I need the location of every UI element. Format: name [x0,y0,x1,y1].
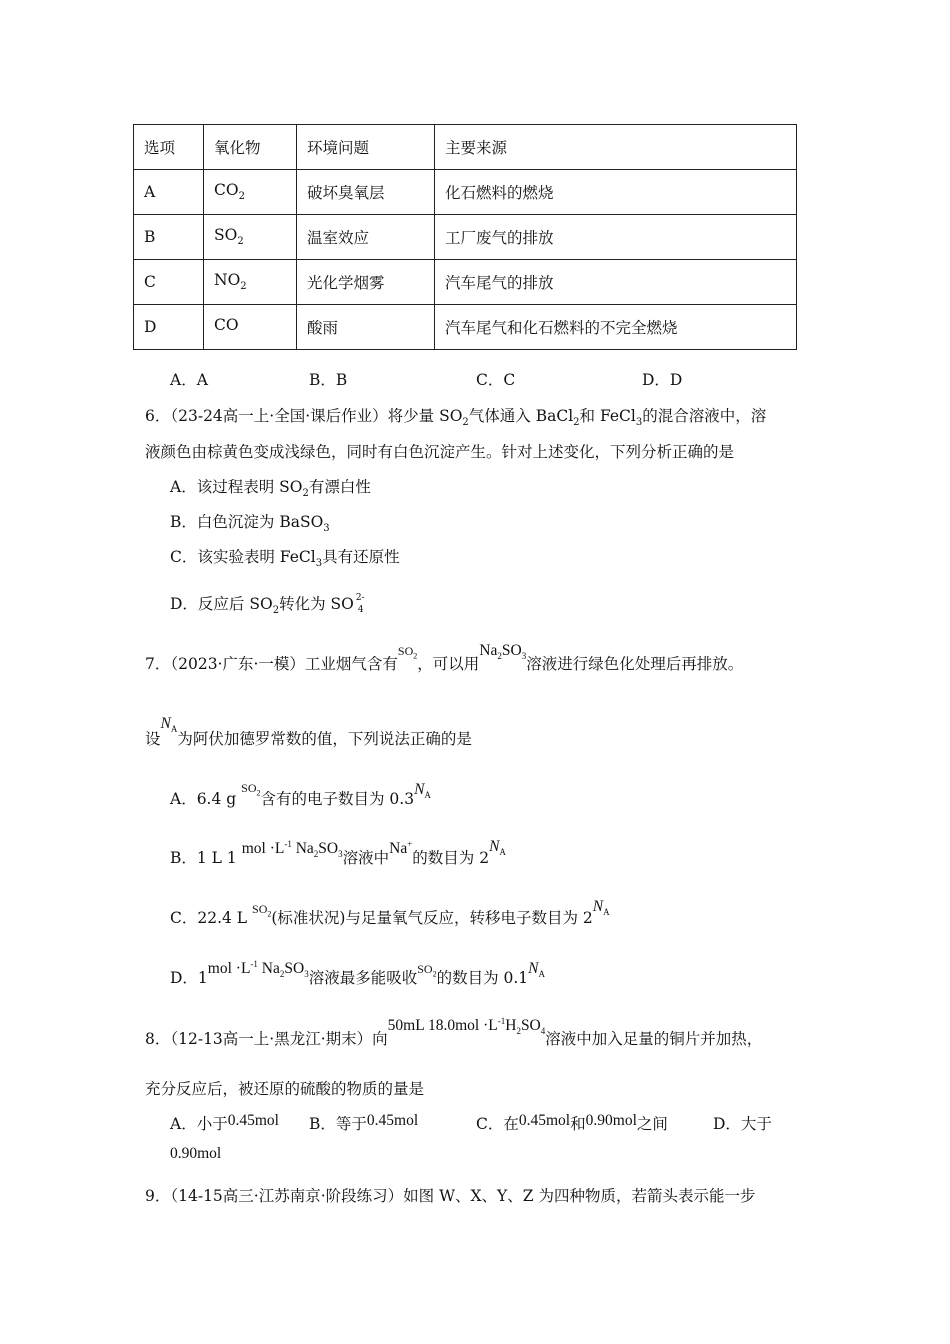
table-cell: C [134,260,204,305]
table-header: 氧化物 [204,125,297,170]
table-cell: B [134,215,204,260]
table-cell: $NO_2$ [204,260,297,305]
q8-choice-c[interactable]: C．在0.45mol和0.90mol之间 [476,1112,668,1133]
table-cell: 温室效应 [297,215,435,260]
q8-stem-line2: 充分反应后，被还原的硫酸的物质的量是 [145,1080,425,1098]
table-cell: 汽车尾气的排放 [435,260,797,305]
q7-choice-a[interactable]: A．6.4 g $^{SO_2}$含有的电子数目为 $0.3N_A$ [170,781,431,808]
table-cell: 破坏臭氧层 [297,170,435,215]
q7-choice-b[interactable]: B．1 L 1 mol $\cdot L^{-1}$ $Na_2SO_3$溶液中Na+的数目为 $2N_A$ [170,838,506,867]
q8-choice-b[interactable]: B．等于0.45mol [309,1112,419,1133]
q6-stem-line1: 6．（23-24高一上·全国·课后作业）将少量 $SO_2$气体通入 BaCl$_2$和 FeCl$_3$的混合溶液中，溶 [145,407,767,429]
table-cell: 化石燃料的燃烧 [435,170,797,215]
table-row [134,170,797,215]
table-header: 选项 [134,125,204,170]
table-cell: CO [204,305,297,350]
q8-choice-d[interactable]: D．大于 [713,1115,772,1133]
q8-choice-d-value: 0.90mol [170,1145,222,1162]
q6-stem-line2: 液颜色由棕黄色变成浅绿色，同时有白色沉淀产生。针对上述变化，下列分析正确的是 [145,443,735,461]
table-cell: 工厂废气的排放 [435,215,797,260]
q7-stem-line1: 7．（2023·广东·一模）工业烟气含有$^{SO_2}$，可以用$Na_2SO_3$溶液进行绿色化处理后再排放。 [145,642,744,673]
table-header: 主要来源 [435,125,797,170]
q6-choice-d[interactable]: D．反应后 $SO_2$转化为 SO 2- 4 [170,593,365,617]
options-table [133,124,797,350]
table-cell: 光化学烟雾 [297,260,435,305]
q9-stem-line1: 9．（14-15高三·江苏南京·阶段练习）如图 W、X、Y、Z 为四种物质，若箭头表示能一步 [145,1187,756,1205]
table-cell: $SO_2$ [204,215,297,260]
q5-choice-c[interactable]: C．C [476,371,516,389]
table-cell: 酸雨 [297,305,435,350]
table-header-row [134,125,797,170]
q5-choice-a[interactable]: A．A [170,371,208,389]
q5-choice-b[interactable]: B．B [309,371,348,389]
table-header: 环境问题 [297,125,435,170]
table-cell: D [134,305,204,350]
q7-choice-d[interactable]: D．$1mol \cdot L^{-1}$ $Na_2SO_3$溶液最多能吸收$^{SO_2}$的数目为 $0.1N_A$ [170,958,545,987]
q5-choice-d[interactable]: D．D [642,371,683,389]
q6-choice-c[interactable]: C．该实验表明 FeCl$_3$具有还原性 [170,548,400,570]
table-row [134,215,797,260]
table-cell: 汽车尾气和化石燃料的不完全燃烧 [435,305,797,350]
q6-choice-a[interactable]: A．该过程表明 $SO_2$有漂白性 [170,478,371,500]
table-row [134,260,797,305]
table-row [134,305,797,350]
q7-stem-line2: 设$N_A$为阿伏加德罗常数的值，下列说法正确的是 [145,715,472,748]
q8-stem-line1: 8．（12-13高一上·黑龙江·期末）向50mL $18.0mol \cdot L^{-1}H_2SO_4$溶液中加入足量的铜片并加热， [145,1015,763,1048]
table-cell: A [134,170,204,215]
q6-choice-b[interactable]: B．白色沉淀为 BaSO$_3$ [170,513,330,535]
table-cell: $CO_2$ [204,170,297,215]
q7-choice-c[interactable]: C．22.4 L $^{SO_2}$(标准状况)与足量氧气反应，转移电子数目为 $2N_A$ [170,898,610,927]
q8-choice-a[interactable]: A．小于0.45mol [170,1112,279,1133]
